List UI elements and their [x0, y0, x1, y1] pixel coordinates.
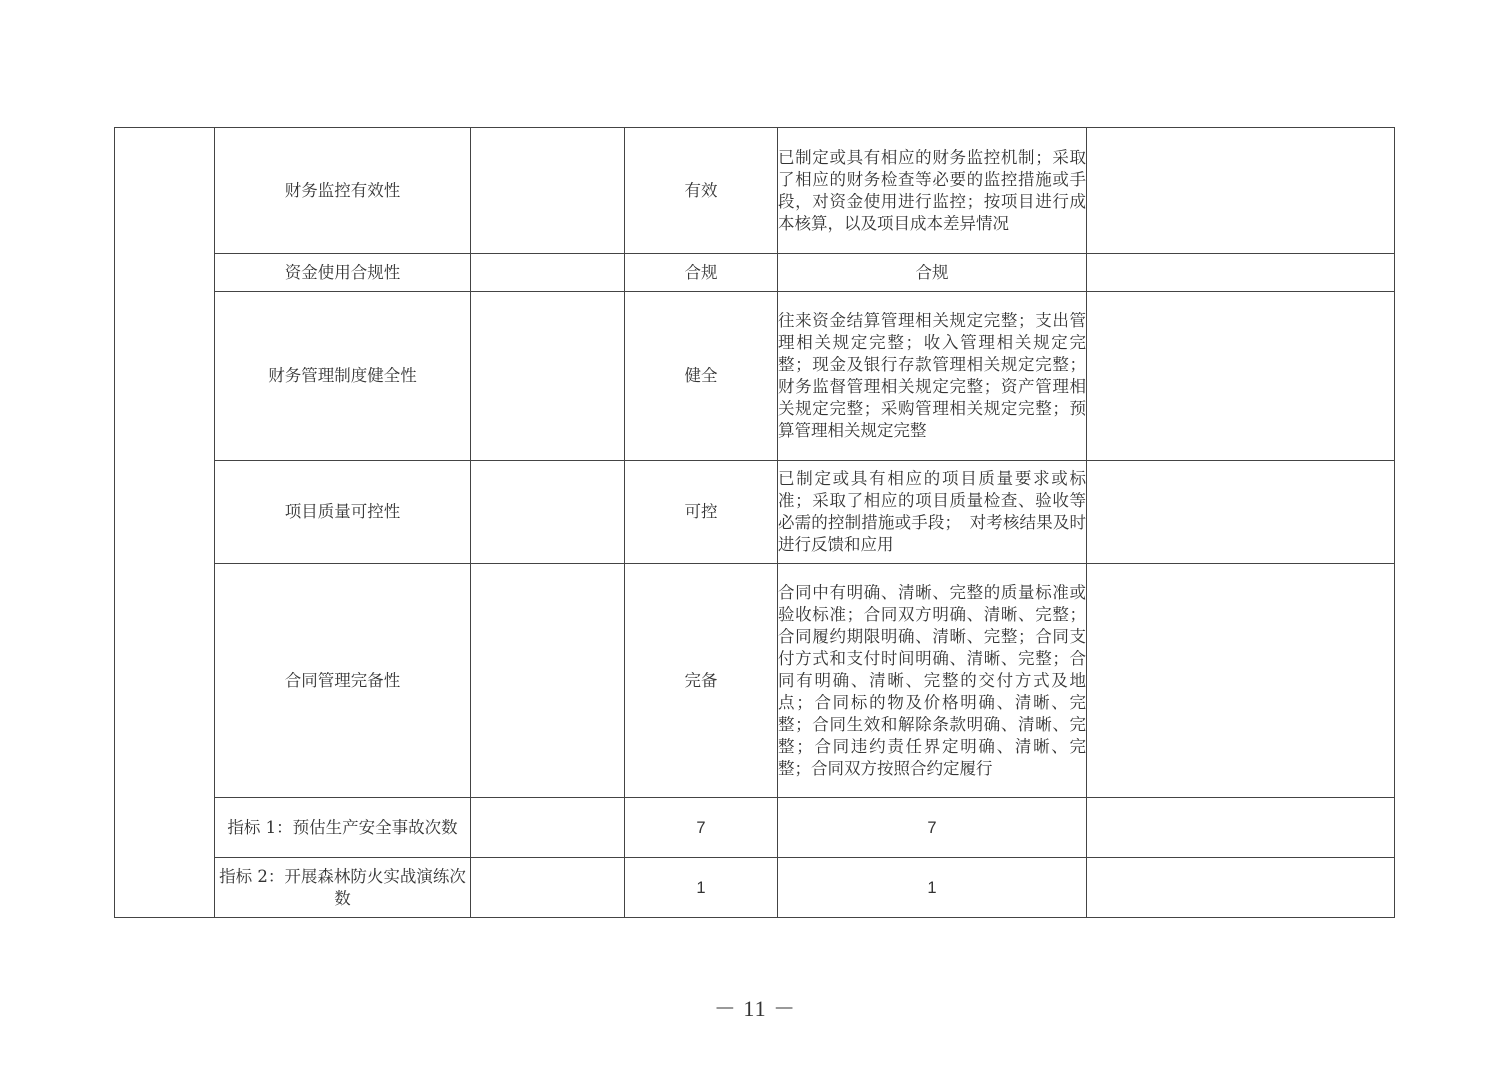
indicator-standard: 7: [778, 798, 1087, 858]
indicator-remark: [1087, 461, 1395, 564]
indicator-value: 有效: [625, 128, 778, 254]
table-row: [115, 128, 1395, 254]
indicator-standard: 已制定或具有相应的财务监控机制；采取了相应的财务检查等必要的监控措施或手段，对资金使用进行监控；按项目进行成本核算，以及项目成本差异情况: [778, 128, 1087, 254]
table-row: [115, 461, 1395, 564]
indicator-remark: [1087, 858, 1395, 918]
indicator-standard: 1: [778, 858, 1087, 918]
indicator-standard: 已制定或具有相应的项目质量要求或标准；采取了相应的项目质量检查、验收等必需的控制措施或手段； 对考核结果及时进行反馈和应用: [778, 461, 1087, 564]
indicator-name: 财务管理制度健全性: [215, 292, 471, 461]
indicator-column-3: [471, 564, 625, 798]
indicator-name: 指标 2：开展森林防火实战演练次数: [215, 858, 471, 918]
indicator-column-3: [471, 858, 625, 918]
table-row: [115, 858, 1395, 918]
indicator-column-3: [471, 798, 625, 858]
indicator-remark: [1087, 128, 1395, 254]
indicator-name: 项目质量可控性: [215, 461, 471, 564]
indicator-standard: 合同中有明确、清晰、完整的质量标准或验收标准；合同双方明确、清晰、完整；合同履约期限明确、清晰、完整；合同支付方式和支付时间明确、清晰、完整；合同有明确、清晰、完整的交付方式及地点；合同标的物及价格明确、清晰、完整；合同生效和解除条款明确、清晰、完整；合同违约责任界定明确、清晰、完整；合同双方按照合约定履行: [778, 564, 1087, 798]
indicator-name: 合同管理完备性: [215, 564, 471, 798]
table-row: [115, 292, 1395, 461]
indicator-value: 可控: [625, 461, 778, 564]
indicator-remark: [1087, 292, 1395, 461]
table-row: [115, 798, 1395, 858]
indicator-column-3: [471, 254, 625, 292]
table-row: [115, 564, 1395, 798]
indicator-standard: 往来资金结算管理相关规定完整；支出管理相关规定完整；收入管理相关规定完整；现金及银行存款管理相关规定完整；财务监督管理相关规定完整；资产管理相关规定完整；采购管理相关规定完整；预算管理相关规定完整: [778, 292, 1087, 461]
performance-indicator-table: [114, 127, 1395, 918]
indicator-column-3: [471, 292, 625, 461]
indicator-name: 资金使用合规性: [215, 254, 471, 292]
indicator-value: 健全: [625, 292, 778, 461]
indicator-remark: [1087, 254, 1395, 292]
table-row: [115, 254, 1395, 292]
indicator-name: 指标 1：预估生产安全事故次数: [215, 798, 471, 858]
indicator-column-3: [471, 128, 625, 254]
indicator-remark: [1087, 798, 1395, 858]
category-cell: [115, 128, 215, 918]
indicator-value: 1: [625, 858, 778, 918]
indicator-value: 完备: [625, 564, 778, 798]
indicator-column-3: [471, 461, 625, 564]
indicator-remark: [1087, 564, 1395, 798]
indicator-value: 7: [625, 798, 778, 858]
indicator-value: 合规: [625, 254, 778, 292]
page-number: － 11 －: [713, 996, 797, 1021]
indicator-name: 财务监控有效性: [215, 128, 471, 254]
indicator-standard: 合规: [778, 254, 1087, 292]
